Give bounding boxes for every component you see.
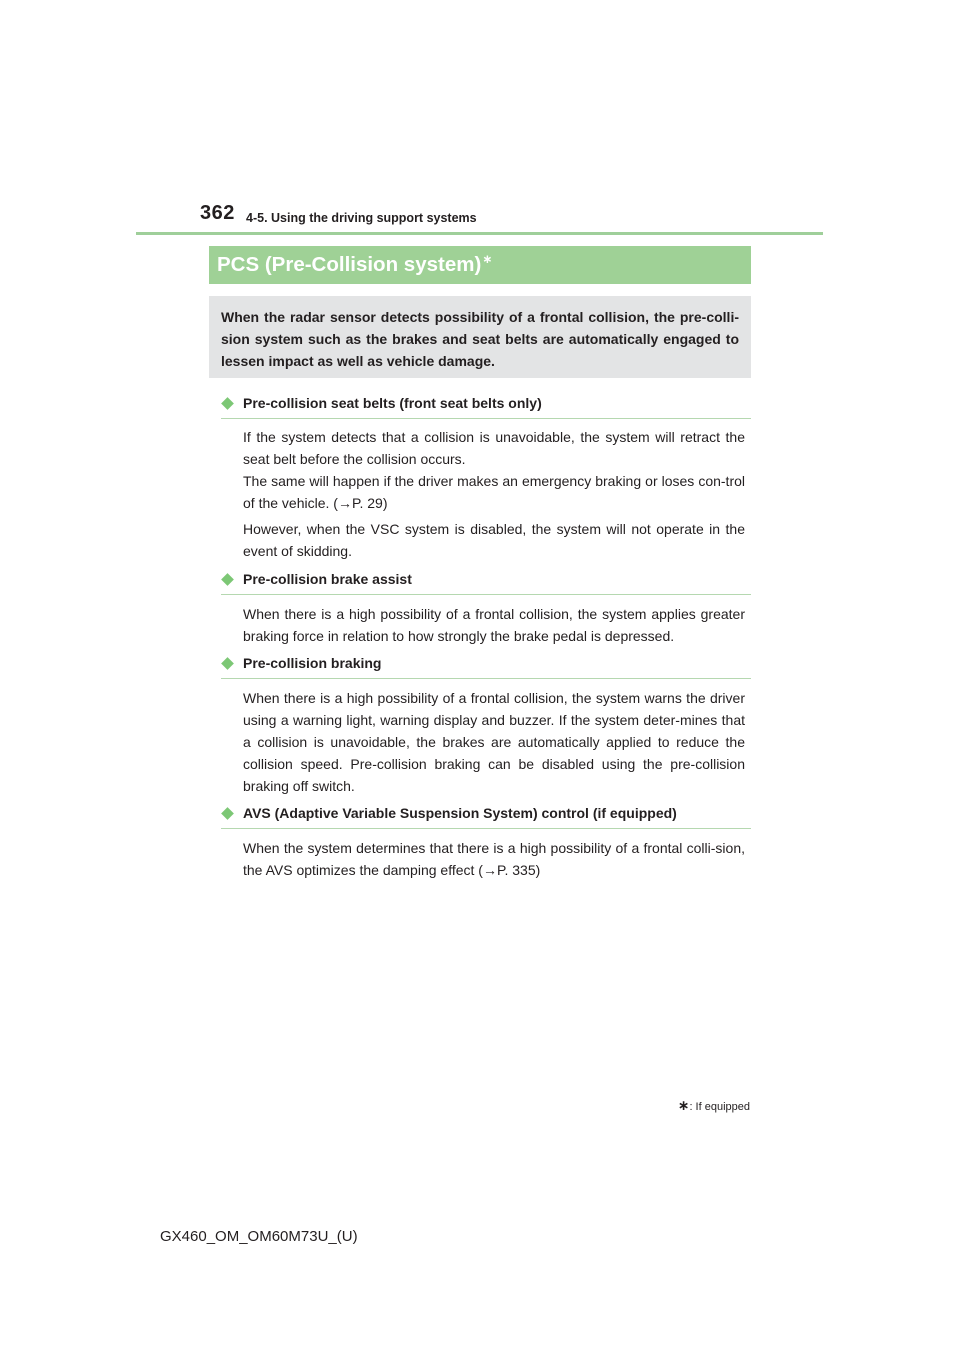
footnote-marker: ∗ bbox=[677, 1097, 690, 1113]
item-heading-brake-assist bbox=[221, 571, 751, 595]
title-footnote-marker: ∗ bbox=[482, 252, 493, 266]
header-rule bbox=[136, 232, 823, 235]
footnote-text: : If equipped bbox=[689, 1101, 750, 1113]
footnote bbox=[600, 1097, 750, 1114]
document-code: GX460_OM_OM60M73U_(U) bbox=[160, 1228, 358, 1245]
paragraph: If the system detects that a collision is unavoidable, the system will retract the seat belt before the collision occurs. bbox=[243, 429, 745, 467]
paragraph: However, when the VSC system is disabled, the system will not operate in the event of skidding. bbox=[243, 521, 745, 559]
section-title: 4-5. Using the driving support systems bbox=[246, 211, 477, 225]
diamond-bullet-icon bbox=[221, 657, 234, 670]
page-number: 362 bbox=[200, 202, 235, 224]
item-heading-braking bbox=[221, 655, 751, 679]
item-heading-text: AVS (Adaptive Variable Suspension System) control (if equipped) bbox=[243, 805, 677, 821]
paragraph: When there is a high possibility of a frontal collision, the system warns the driver using a warning light, warning display and buzzer. If the system deter-mines that a collision is unavoidable, the brakes are automatically applied to reduce the collision speed. Pre-collision braking can be disabled using the pre-collision braking off switch. bbox=[243, 690, 745, 794]
paragraph: When there is a high possibility of a frontal collision, the system applies greater braking force in relation to how strongly the brake pedal is depressed. bbox=[243, 606, 745, 644]
page-title-text: PCS (Pre-Collision system) bbox=[217, 252, 482, 276]
intro-box: When the radar sensor detects possibility of a frontal collision, the pre-colli-sion system such as the brakes and seat belts are automatically engaged to lessen impact as well as vehicle damage. bbox=[209, 296, 751, 378]
page-title bbox=[217, 252, 492, 277]
diamond-bullet-icon bbox=[221, 573, 234, 586]
paragraph: When the system determines that there is a high possibility of a frontal colli-sion, the AVS optimizes the damping effect (→P. 335) bbox=[243, 840, 745, 878]
diamond-bullet-icon bbox=[221, 397, 234, 410]
paragraph: The same will happen if the driver makes an emergency braking or loses con-trol of the vehicle. (→P. 29) bbox=[243, 473, 745, 511]
title-bar bbox=[209, 246, 751, 284]
diamond-bullet-icon bbox=[221, 807, 234, 820]
item-heading-text: Pre-collision brake assist bbox=[243, 571, 412, 587]
item-heading-text: Pre-collision braking bbox=[243, 655, 382, 671]
item-heading-avs-control bbox=[221, 805, 751, 829]
item-heading-seat-belts bbox=[221, 395, 751, 419]
item-heading-text: Pre-collision seat belts (front seat belts only) bbox=[243, 395, 542, 411]
